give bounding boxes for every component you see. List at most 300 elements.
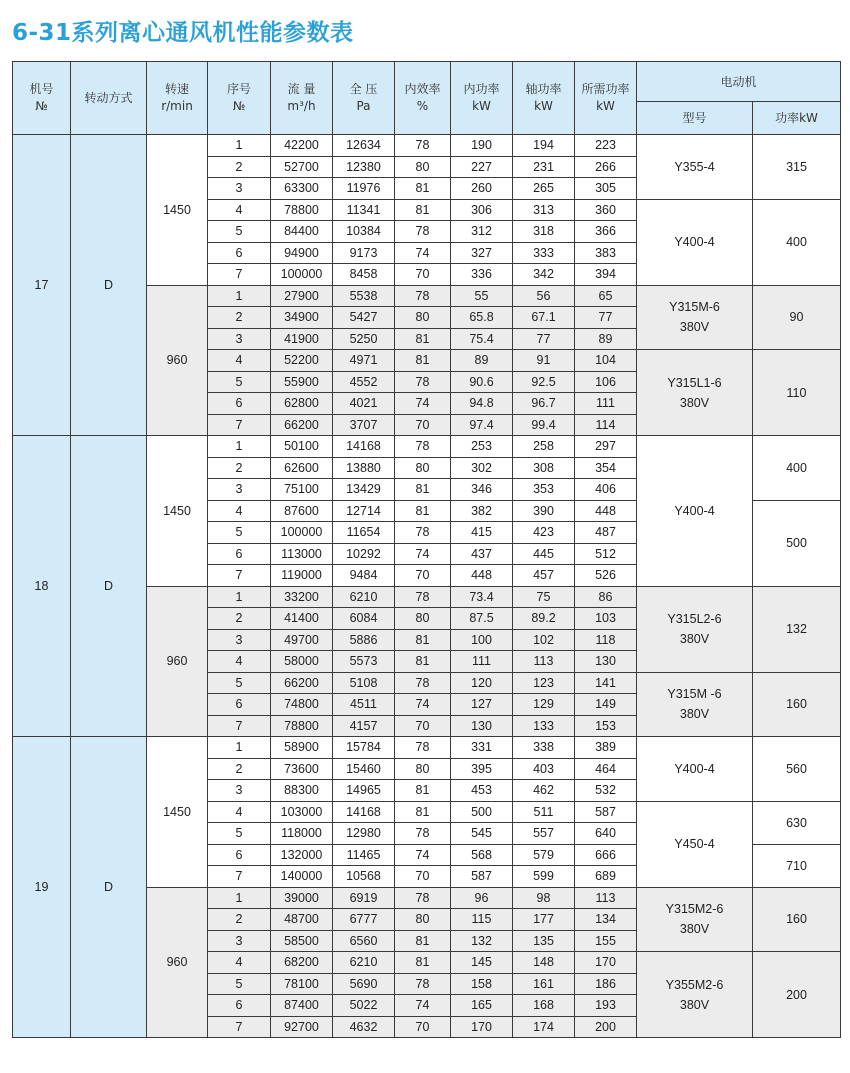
shaft-power-cell: 403 (513, 758, 575, 780)
header-motor-model: 型号 (637, 102, 753, 135)
internal-power-cell: 90.6 (451, 371, 513, 393)
pressure-cell: 12980 (333, 823, 395, 845)
flow-cell: 73600 (271, 758, 333, 780)
internal-power-cell: 96 (451, 887, 513, 909)
speed-cell: 960 (147, 285, 208, 436)
motor-power-cell: 110 (753, 350, 841, 436)
flow-cell: 74800 (271, 694, 333, 716)
pressure-cell: 6084 (333, 608, 395, 630)
internal-efficiency-cell: 70 (395, 866, 451, 888)
internal-power-cell: 453 (451, 780, 513, 802)
shaft-power-cell: 231 (513, 156, 575, 178)
internal-power-cell: 545 (451, 823, 513, 845)
required-power-cell: 464 (575, 758, 637, 780)
motor-model-line: Y400-4 (674, 761, 715, 776)
internal-efficiency-cell: 78 (395, 436, 451, 458)
pressure-cell: 5108 (333, 672, 395, 694)
flow-cell: 66200 (271, 414, 333, 436)
flow-cell: 75100 (271, 479, 333, 501)
pressure-cell: 4552 (333, 371, 395, 393)
pressure-cell: 12634 (333, 135, 395, 157)
internal-power-cell: 382 (451, 500, 513, 522)
internal-efficiency-cell: 80 (395, 156, 451, 178)
flow-cell: 100000 (271, 522, 333, 544)
flow-cell: 52700 (271, 156, 333, 178)
shaft-power-cell: 557 (513, 823, 575, 845)
required-power-cell: 448 (575, 500, 637, 522)
seq-cell: 6 (208, 844, 271, 866)
internal-power-cell: 346 (451, 479, 513, 501)
shaft-power-cell: 75 (513, 586, 575, 608)
header-machine-no: 机号 № (13, 62, 71, 135)
pressure-cell: 5538 (333, 285, 395, 307)
required-power-cell: 640 (575, 823, 637, 845)
seq-cell: 4 (208, 952, 271, 974)
seq-cell: 3 (208, 328, 271, 350)
pressure-cell: 4632 (333, 1016, 395, 1038)
internal-power-cell: 111 (451, 651, 513, 673)
pressure-cell: 4157 (333, 715, 395, 737)
internal-power-cell: 448 (451, 565, 513, 587)
pressure-cell: 5690 (333, 973, 395, 995)
header-drive-mode: 转动方式 (71, 62, 147, 135)
required-power-cell: 170 (575, 952, 637, 974)
motor-model-cell (637, 436, 753, 587)
flow-cell: 87400 (271, 995, 333, 1017)
flow-cell: 94900 (271, 242, 333, 264)
shaft-power-cell: 579 (513, 844, 575, 866)
internal-efficiency-cell: 78 (395, 221, 451, 243)
seq-cell: 6 (208, 543, 271, 565)
internal-efficiency-cell: 74 (395, 543, 451, 565)
required-power-cell: 666 (575, 844, 637, 866)
seq-cell: 7 (208, 866, 271, 888)
required-power-cell: 487 (575, 522, 637, 544)
internal-efficiency-cell: 81 (395, 930, 451, 952)
internal-efficiency-cell: 74 (395, 393, 451, 415)
internal-efficiency-cell: 74 (395, 844, 451, 866)
header-speed: 转速 r/min (147, 62, 208, 135)
pressure-cell: 3707 (333, 414, 395, 436)
internal-power-cell: 415 (451, 522, 513, 544)
seq-cell: 6 (208, 995, 271, 1017)
shaft-power-cell: 174 (513, 1016, 575, 1038)
internal-power-cell: 65.8 (451, 307, 513, 329)
shaft-power-cell: 96.7 (513, 393, 575, 415)
flow-cell: 62600 (271, 457, 333, 479)
pressure-cell: 5022 (333, 995, 395, 1017)
flow-cell: 66200 (271, 672, 333, 694)
internal-power-cell: 190 (451, 135, 513, 157)
required-power-cell: 186 (575, 973, 637, 995)
internal-power-cell: 100 (451, 629, 513, 651)
pressure-cell: 6210 (333, 586, 395, 608)
shaft-power-cell: 91 (513, 350, 575, 372)
internal-efficiency-cell: 81 (395, 328, 451, 350)
motor-model-line: Y400-4 (674, 235, 715, 249)
internal-efficiency-cell: 81 (395, 350, 451, 372)
required-power-cell: 65 (575, 285, 637, 307)
internal-power-cell: 87.5 (451, 608, 513, 630)
required-power-cell: 360 (575, 199, 637, 221)
flow-cell: 140000 (271, 866, 333, 888)
flow-cell: 50100 (271, 436, 333, 458)
pressure-cell: 6777 (333, 909, 395, 931)
motor-model-line: 380V (679, 395, 710, 410)
shaft-power-cell: 313 (513, 199, 575, 221)
motor-model-line: Y315M2-6 (665, 902, 724, 917)
shaft-power-cell: 102 (513, 629, 575, 651)
internal-efficiency-cell: 81 (395, 801, 451, 823)
shaft-power-cell: 462 (513, 780, 575, 802)
seq-cell: 7 (208, 264, 271, 286)
pressure-cell: 6919 (333, 887, 395, 909)
flow-cell: 113000 (271, 543, 333, 565)
seq-cell: 4 (208, 651, 271, 673)
seq-cell: 4 (208, 350, 271, 372)
motor-power-cell: 710 (753, 844, 841, 887)
internal-efficiency-cell: 78 (395, 522, 451, 544)
seq-cell: 1 (208, 887, 271, 909)
flow-cell: 88300 (271, 780, 333, 802)
required-power-cell: 149 (575, 694, 637, 716)
flow-cell: 100000 (271, 264, 333, 286)
speed-cell: 960 (147, 887, 208, 1038)
speed-cell: 1450 (147, 436, 208, 587)
seq-cell: 5 (208, 221, 271, 243)
required-power-cell: 141 (575, 672, 637, 694)
pressure-cell: 4021 (333, 393, 395, 415)
internal-efficiency-cell: 74 (395, 242, 451, 264)
seq-cell: 2 (208, 909, 271, 931)
shaft-power-cell: 168 (513, 995, 575, 1017)
internal-efficiency-cell: 78 (395, 672, 451, 694)
required-power-cell: 130 (575, 651, 637, 673)
flow-cell: 62800 (271, 393, 333, 415)
internal-efficiency-cell: 74 (395, 694, 451, 716)
shaft-power-cell: 318 (513, 221, 575, 243)
pressure-cell: 12380 (333, 156, 395, 178)
internal-power-cell: 500 (451, 801, 513, 823)
internal-power-cell: 170 (451, 1016, 513, 1038)
seq-cell: 6 (208, 393, 271, 415)
header-pressure: 全 压 Pa (333, 62, 395, 135)
internal-efficiency-cell: 81 (395, 651, 451, 673)
internal-power-cell: 165 (451, 995, 513, 1017)
shaft-power-cell: 599 (513, 866, 575, 888)
required-power-cell: 113 (575, 887, 637, 909)
shaft-power-cell: 511 (513, 801, 575, 823)
pressure-cell: 8458 (333, 264, 395, 286)
motor-power-cell: 500 (753, 500, 841, 586)
speed-cell: 960 (147, 586, 208, 737)
flow-cell: 27900 (271, 285, 333, 307)
seq-cell: 5 (208, 973, 271, 995)
flow-cell: 87600 (271, 500, 333, 522)
required-power-cell: 118 (575, 629, 637, 651)
flow-cell: 48700 (271, 909, 333, 931)
required-power-cell: 193 (575, 995, 637, 1017)
shaft-power-cell: 67.1 (513, 307, 575, 329)
shaft-power-cell: 161 (513, 973, 575, 995)
seq-cell: 5 (208, 371, 271, 393)
motor-power-cell: 630 (753, 801, 841, 844)
motor-model-cell (637, 135, 753, 200)
shaft-power-cell: 98 (513, 887, 575, 909)
flow-cell: 84400 (271, 221, 333, 243)
shaft-power-cell: 92.5 (513, 371, 575, 393)
internal-power-cell: 568 (451, 844, 513, 866)
flow-cell: 41900 (271, 328, 333, 350)
shaft-power-cell: 135 (513, 930, 575, 952)
required-power-cell: 111 (575, 393, 637, 415)
required-power-cell: 89 (575, 328, 637, 350)
pressure-cell: 5573 (333, 651, 395, 673)
flow-cell: 58000 (271, 651, 333, 673)
internal-efficiency-cell: 70 (395, 565, 451, 587)
shaft-power-cell: 265 (513, 178, 575, 200)
speed-cell: 1450 (147, 135, 208, 286)
motor-model-cell (637, 586, 753, 672)
seq-cell: 2 (208, 457, 271, 479)
seq-cell: 5 (208, 672, 271, 694)
header-internal-efficiency: 内效率 % (395, 62, 451, 135)
motor-power-cell: 132 (753, 586, 841, 672)
motor-model-cell (637, 285, 753, 350)
internal-efficiency-cell: 70 (395, 264, 451, 286)
internal-efficiency-cell: 80 (395, 909, 451, 931)
internal-power-cell: 94.8 (451, 393, 513, 415)
shaft-power-cell: 133 (513, 715, 575, 737)
internal-efficiency-cell: 81 (395, 500, 451, 522)
pressure-cell: 4971 (333, 350, 395, 372)
required-power-cell: 134 (575, 909, 637, 931)
flow-cell: 52200 (271, 350, 333, 372)
internal-efficiency-cell: 70 (395, 414, 451, 436)
flow-cell: 42200 (271, 135, 333, 157)
performance-table (12, 61, 841, 1038)
required-power-cell: 587 (575, 801, 637, 823)
seq-cell: 4 (208, 199, 271, 221)
pressure-cell: 14965 (333, 780, 395, 802)
shaft-power-cell: 338 (513, 737, 575, 759)
required-power-cell: 366 (575, 221, 637, 243)
required-power-cell: 104 (575, 350, 637, 372)
internal-efficiency-cell: 80 (395, 457, 451, 479)
motor-model-cell (637, 737, 753, 802)
header-motor-power: 功率kW (753, 102, 841, 135)
page-title: 6-31系列离心通风机性能参数表 (12, 20, 354, 46)
shaft-power-cell: 423 (513, 522, 575, 544)
pressure-cell: 6210 (333, 952, 395, 974)
seq-cell: 3 (208, 930, 271, 952)
machine-no-cell: 19 (13, 737, 71, 1038)
flow-cell: 118000 (271, 823, 333, 845)
motor-model-line: 380V (679, 320, 710, 335)
pressure-cell: 11341 (333, 199, 395, 221)
internal-power-cell: 336 (451, 264, 513, 286)
pressure-cell: 6560 (333, 930, 395, 952)
shaft-power-cell: 445 (513, 543, 575, 565)
pressure-cell: 9484 (333, 565, 395, 587)
machine-no-cell: 18 (13, 436, 71, 737)
speed-cell: 1450 (147, 737, 208, 888)
shaft-power-cell: 77 (513, 328, 575, 350)
internal-power-cell: 437 (451, 543, 513, 565)
pressure-cell: 9173 (333, 242, 395, 264)
internal-efficiency-cell: 80 (395, 307, 451, 329)
internal-efficiency-cell: 81 (395, 780, 451, 802)
flow-cell: 68200 (271, 952, 333, 974)
motor-model-cell (637, 199, 753, 285)
motor-model-cell (637, 952, 753, 1038)
required-power-cell: 223 (575, 135, 637, 157)
motor-model-cell (637, 887, 753, 952)
seq-cell: 7 (208, 414, 271, 436)
flow-cell: 41400 (271, 608, 333, 630)
required-power-cell: 106 (575, 371, 637, 393)
seq-cell: 3 (208, 178, 271, 200)
table-row (13, 135, 841, 157)
pressure-cell: 11465 (333, 844, 395, 866)
internal-efficiency-cell: 81 (395, 952, 451, 974)
motor-power-cell: 160 (753, 672, 841, 737)
internal-efficiency-cell: 70 (395, 715, 451, 737)
motor-model-line: Y315L1-6 (667, 375, 722, 390)
seq-cell: 2 (208, 156, 271, 178)
required-power-cell: 297 (575, 436, 637, 458)
shaft-power-cell: 258 (513, 436, 575, 458)
seq-cell: 6 (208, 694, 271, 716)
required-power-cell: 383 (575, 242, 637, 264)
internal-efficiency-cell: 81 (395, 629, 451, 651)
pressure-cell: 13880 (333, 457, 395, 479)
shaft-power-cell: 390 (513, 500, 575, 522)
required-power-cell: 200 (575, 1016, 637, 1038)
required-power-cell: 532 (575, 780, 637, 802)
required-power-cell: 512 (575, 543, 637, 565)
table-row (13, 436, 841, 458)
flow-cell: 55900 (271, 371, 333, 393)
shaft-power-cell: 56 (513, 285, 575, 307)
seq-cell: 2 (208, 608, 271, 630)
internal-power-cell: 132 (451, 930, 513, 952)
header-motor: 电动机 (637, 62, 841, 102)
motor-model-line: Y315M-6 (669, 300, 720, 315)
shaft-power-cell: 89.2 (513, 608, 575, 630)
motor-model-line: Y315L2-6 (667, 612, 722, 626)
header-shaft-power: 轴功率 kW (513, 62, 575, 135)
internal-efficiency-cell: 78 (395, 285, 451, 307)
pressure-cell: 10384 (333, 221, 395, 243)
drive-mode-cell: D (71, 436, 147, 737)
internal-power-cell: 587 (451, 866, 513, 888)
seq-cell: 1 (208, 285, 271, 307)
internal-power-cell: 75.4 (451, 328, 513, 350)
internal-efficiency-cell: 80 (395, 608, 451, 630)
required-power-cell: 389 (575, 737, 637, 759)
shaft-power-cell: 113 (513, 651, 575, 673)
internal-power-cell: 260 (451, 178, 513, 200)
seq-cell: 5 (208, 823, 271, 845)
required-power-cell: 406 (575, 479, 637, 501)
pressure-cell: 5250 (333, 328, 395, 350)
internal-power-cell: 89 (451, 350, 513, 372)
required-power-cell: 153 (575, 715, 637, 737)
pressure-cell: 14168 (333, 436, 395, 458)
internal-efficiency-cell: 70 (395, 1016, 451, 1038)
seq-cell: 1 (208, 135, 271, 157)
motor-model-line: Y355M2-6 (665, 977, 724, 992)
table-body (13, 135, 841, 1038)
motor-model-line: Y450-4 (674, 837, 715, 851)
header-flow: 流 量 m³/h (271, 62, 333, 135)
internal-power-cell: 115 (451, 909, 513, 931)
seq-cell: 7 (208, 1016, 271, 1038)
internal-efficiency-cell: 78 (395, 887, 451, 909)
shaft-power-cell: 308 (513, 457, 575, 479)
table-row (13, 737, 841, 759)
internal-efficiency-cell: 78 (395, 371, 451, 393)
internal-power-cell: 331 (451, 737, 513, 759)
internal-power-cell: 302 (451, 457, 513, 479)
flow-cell: 78800 (271, 715, 333, 737)
flow-cell: 132000 (271, 844, 333, 866)
required-power-cell: 526 (575, 565, 637, 587)
internal-power-cell: 253 (451, 436, 513, 458)
drive-mode-cell: D (71, 737, 147, 1038)
seq-cell: 1 (208, 737, 271, 759)
internal-power-cell: 395 (451, 758, 513, 780)
flow-cell: 103000 (271, 801, 333, 823)
motor-power-cell: 315 (753, 135, 841, 200)
motor-power-cell: 160 (753, 887, 841, 952)
internal-efficiency-cell: 78 (395, 586, 451, 608)
motor-power-cell: 560 (753, 737, 841, 802)
header-required-power: 所需功率 kW (575, 62, 637, 135)
flow-cell: 119000 (271, 565, 333, 587)
drive-mode-cell: D (71, 135, 147, 436)
shaft-power-cell: 123 (513, 672, 575, 694)
required-power-cell: 394 (575, 264, 637, 286)
seq-cell: 3 (208, 780, 271, 802)
flow-cell: 49700 (271, 629, 333, 651)
seq-cell: 4 (208, 801, 271, 823)
motor-model-line: Y400-4 (674, 503, 715, 518)
flow-cell: 39000 (271, 887, 333, 909)
flow-cell: 33200 (271, 586, 333, 608)
internal-power-cell: 127 (451, 694, 513, 716)
flow-cell: 58900 (271, 737, 333, 759)
seq-cell: 5 (208, 522, 271, 544)
header-internal-power: 内功率 kW (451, 62, 513, 135)
header-seq: 序号 № (208, 62, 271, 135)
internal-efficiency-cell: 78 (395, 823, 451, 845)
seq-cell: 7 (208, 565, 271, 587)
pressure-cell: 14168 (333, 801, 395, 823)
seq-cell: 3 (208, 629, 271, 651)
internal-efficiency-cell: 78 (395, 973, 451, 995)
internal-power-cell: 306 (451, 199, 513, 221)
internal-power-cell: 327 (451, 242, 513, 264)
seq-cell: 1 (208, 436, 271, 458)
shaft-power-cell: 129 (513, 694, 575, 716)
required-power-cell: 77 (575, 307, 637, 329)
pressure-cell: 15784 (333, 737, 395, 759)
motor-model-line: Y355-4 (674, 159, 715, 174)
internal-efficiency-cell: 78 (395, 737, 451, 759)
motor-power-cell: 400 (753, 199, 841, 285)
